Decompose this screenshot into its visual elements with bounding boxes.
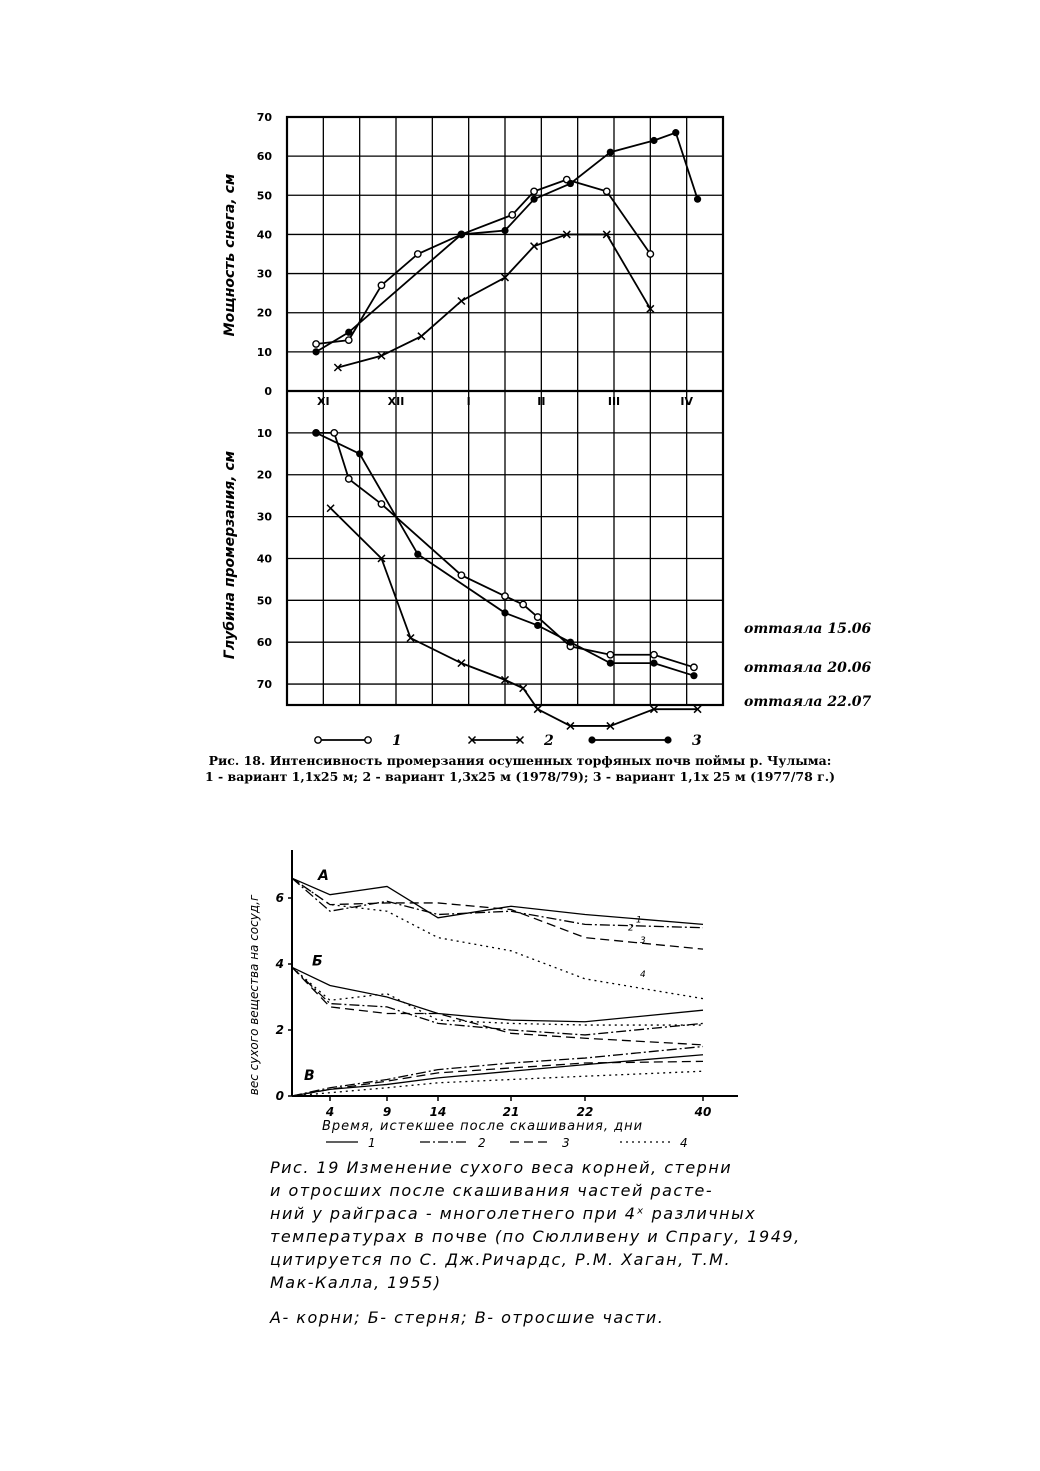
figure-19-chart: [0, 830, 1040, 1160]
fig18-point: [690, 672, 697, 679]
fig18-point: [691, 664, 697, 670]
fig19-xlabel: Время, истекшее после скашивания, дни: [322, 1119, 644, 1134]
fig18-point: [651, 652, 657, 658]
fig18-xtick: III: [607, 395, 621, 408]
fig18-point: [647, 251, 653, 257]
caption19-line: и отросших после скашивания частей расте-: [270, 1181, 714, 1200]
fig18-legend-label: 1: [392, 733, 402, 749]
fig18-top-series-1: [316, 180, 650, 344]
fig18-point: [588, 736, 595, 743]
fig19-series-В-2: [292, 1047, 703, 1097]
fig18-point: [327, 505, 334, 512]
fig19-legend-label: 3: [562, 1136, 570, 1150]
fig18-point: [418, 333, 425, 340]
fig18-xtick: XI: [317, 395, 330, 408]
fig18-bottom-ytick: 40: [256, 552, 272, 566]
fig18-legend-label: 2: [544, 733, 554, 749]
fig19-series-В-1: [292, 1055, 703, 1096]
fig18-grid: [287, 117, 723, 705]
fig18-point: [531, 188, 537, 194]
fig19-xtick: 4: [325, 1105, 335, 1119]
fig18-point: [378, 501, 384, 507]
fig18-bottom-ylabel: Глубина промерзания, см: [222, 450, 238, 660]
fig18-point: [650, 137, 657, 144]
fig18-point: [535, 614, 541, 620]
fig19-xtick: 21: [502, 1105, 520, 1119]
fig18-point: [607, 652, 613, 658]
caption19-legend-line: А- корни; Б- стерня; В- отросшие части.: [270, 1308, 665, 1327]
fig18-point: [356, 450, 363, 457]
fig18-point: [312, 348, 319, 355]
fig18-top-ytick: 20: [256, 306, 272, 320]
fig18-xtick: IV: [680, 395, 693, 408]
fig18-point: [313, 341, 319, 347]
caption19-line: ний у райграса - многолетнего при 4ˣ различных: [270, 1204, 757, 1223]
fig18-point: [567, 639, 574, 646]
fig19-series-tag: 3: [640, 936, 646, 947]
fig18-axis-labels: [257, 111, 694, 691]
fig18-point: [534, 622, 541, 629]
fig18-legend: [315, 733, 702, 749]
fig18-top-ytick: 0: [264, 385, 272, 398]
caption18-line1: Рис. 18. Интенсивность промерзания осушенных торфяных почв поймы р. Чулыма:: [208, 753, 832, 768]
fig18-top-ylabel: Мощность снега, см: [222, 173, 238, 337]
fig18-xtick: I: [466, 395, 471, 408]
fig19-series-tag: 2: [628, 923, 634, 934]
fig19-ylabel: вес сухого вещества на сосуд,г: [247, 894, 261, 1096]
fig18-point: [458, 572, 464, 578]
fig19-xtick: 40: [694, 1105, 712, 1119]
fig18-point: [378, 282, 384, 288]
fig18-top-ytick: 30: [256, 267, 272, 281]
fig18-bottom-ytick: 30: [256, 510, 272, 524]
fig18-series: [312, 129, 701, 729]
fig19-series-tag: 4: [640, 969, 646, 980]
figure-19-caption: [270, 1158, 910, 1327]
fig18-point: [415, 251, 421, 257]
fig18-point: [520, 685, 527, 692]
fig19-series-tag: 1: [636, 915, 642, 926]
annotation-thaw-3: оттаяла 22.07: [744, 694, 872, 710]
fig18-top-ytick: 10: [256, 345, 272, 359]
fig18-point: [331, 430, 337, 436]
fig19-series: [292, 878, 703, 1096]
fig18-top-ytick: 60: [256, 150, 272, 164]
fig18-point: [458, 231, 465, 238]
fig18-legend-label: 3: [692, 733, 702, 749]
fig18-point: [607, 660, 614, 667]
fig18-point: [414, 551, 421, 558]
fig18-top-ytick: 40: [256, 228, 272, 242]
fig18-bottom-ytick: 20: [256, 468, 272, 482]
fig18-point: [501, 609, 508, 616]
fig19-xtick: 22: [576, 1105, 594, 1119]
fig18-point: [694, 196, 701, 203]
fig18-bottom-ytick: 50: [256, 594, 272, 608]
fig19-legend-label: 2: [478, 1136, 486, 1150]
fig18-top-series-3: [316, 133, 697, 352]
fig19-xtick: 9: [382, 1105, 392, 1119]
fig18-top-ytick: 50: [256, 189, 272, 203]
fig18-point: [530, 196, 537, 203]
fig18-point: [520, 601, 526, 607]
caption18-line2: 1 - вариант 1,1х25 м; 2 - вариант 1,3х25 м (1978/79); 3 - вариант 1,1х 25 м (1977/78 г.): [204, 769, 836, 784]
fig18-point: [672, 129, 679, 136]
fig18-point: [664, 736, 671, 743]
fig18-point: [534, 706, 541, 713]
fig18-point: [604, 188, 610, 194]
fig18-bottom-ytick: 10: [256, 426, 272, 440]
fig19-xtick: 14: [429, 1105, 447, 1119]
caption19-line: цитируется по С. Дж.Ричардс, Р.М. Хаган, Т.М.: [270, 1250, 732, 1269]
figure-18-caption: [0, 753, 1040, 784]
caption19-line: Рис. 19 Изменение сухого веса корней, стерни: [270, 1158, 733, 1177]
fig19-legend-label: 1: [368, 1136, 376, 1150]
fig19-ytick: 0: [275, 1089, 284, 1103]
fig18-bottom-ytick: 70: [256, 678, 272, 692]
fig19-group-label: А: [318, 868, 329, 885]
fig19-legend-label: 4: [680, 1136, 688, 1150]
fig18-point: [365, 737, 371, 743]
fig19-axes: [275, 850, 738, 1119]
fig18-point: [501, 227, 508, 234]
annotation-thaw-2: оттаяла 20.06: [744, 660, 872, 676]
fig18-point: [312, 429, 319, 436]
fig18-point: [345, 329, 352, 336]
fig18-point: [567, 180, 574, 187]
fig18-bottom-ytick: 60: [256, 636, 272, 650]
fig18-point: [509, 212, 515, 218]
fig18-point: [346, 337, 352, 343]
fig18-xtick: XII: [387, 395, 405, 408]
fig18-point: [650, 660, 657, 667]
fig18-point: [502, 593, 508, 599]
annotation-thaw-1: оттаяла 15.06: [744, 621, 872, 637]
fig19-ytick: 4: [275, 957, 284, 971]
caption19-line: Мак-Калла, 1955): [270, 1273, 442, 1292]
fig18-point: [315, 737, 321, 743]
fig18-point: [458, 297, 465, 304]
caption19-line: температурах в почве (по Сюлливену и Спрагу, 1949,: [270, 1227, 801, 1246]
fig18-point: [346, 476, 352, 482]
fig19-legend: [326, 1136, 688, 1150]
fig18-top-ytick: 70: [256, 111, 272, 124]
fig18-xtick: II: [537, 395, 546, 408]
fig19-ytick: 2: [275, 1023, 284, 1037]
fig18-point: [607, 149, 614, 156]
fig19-group-label: Б: [312, 953, 323, 970]
fig19-group-label: В: [304, 1068, 315, 1084]
fig19-ytick: 6: [275, 891, 284, 905]
fig19-series-В-4: [292, 1071, 703, 1096]
